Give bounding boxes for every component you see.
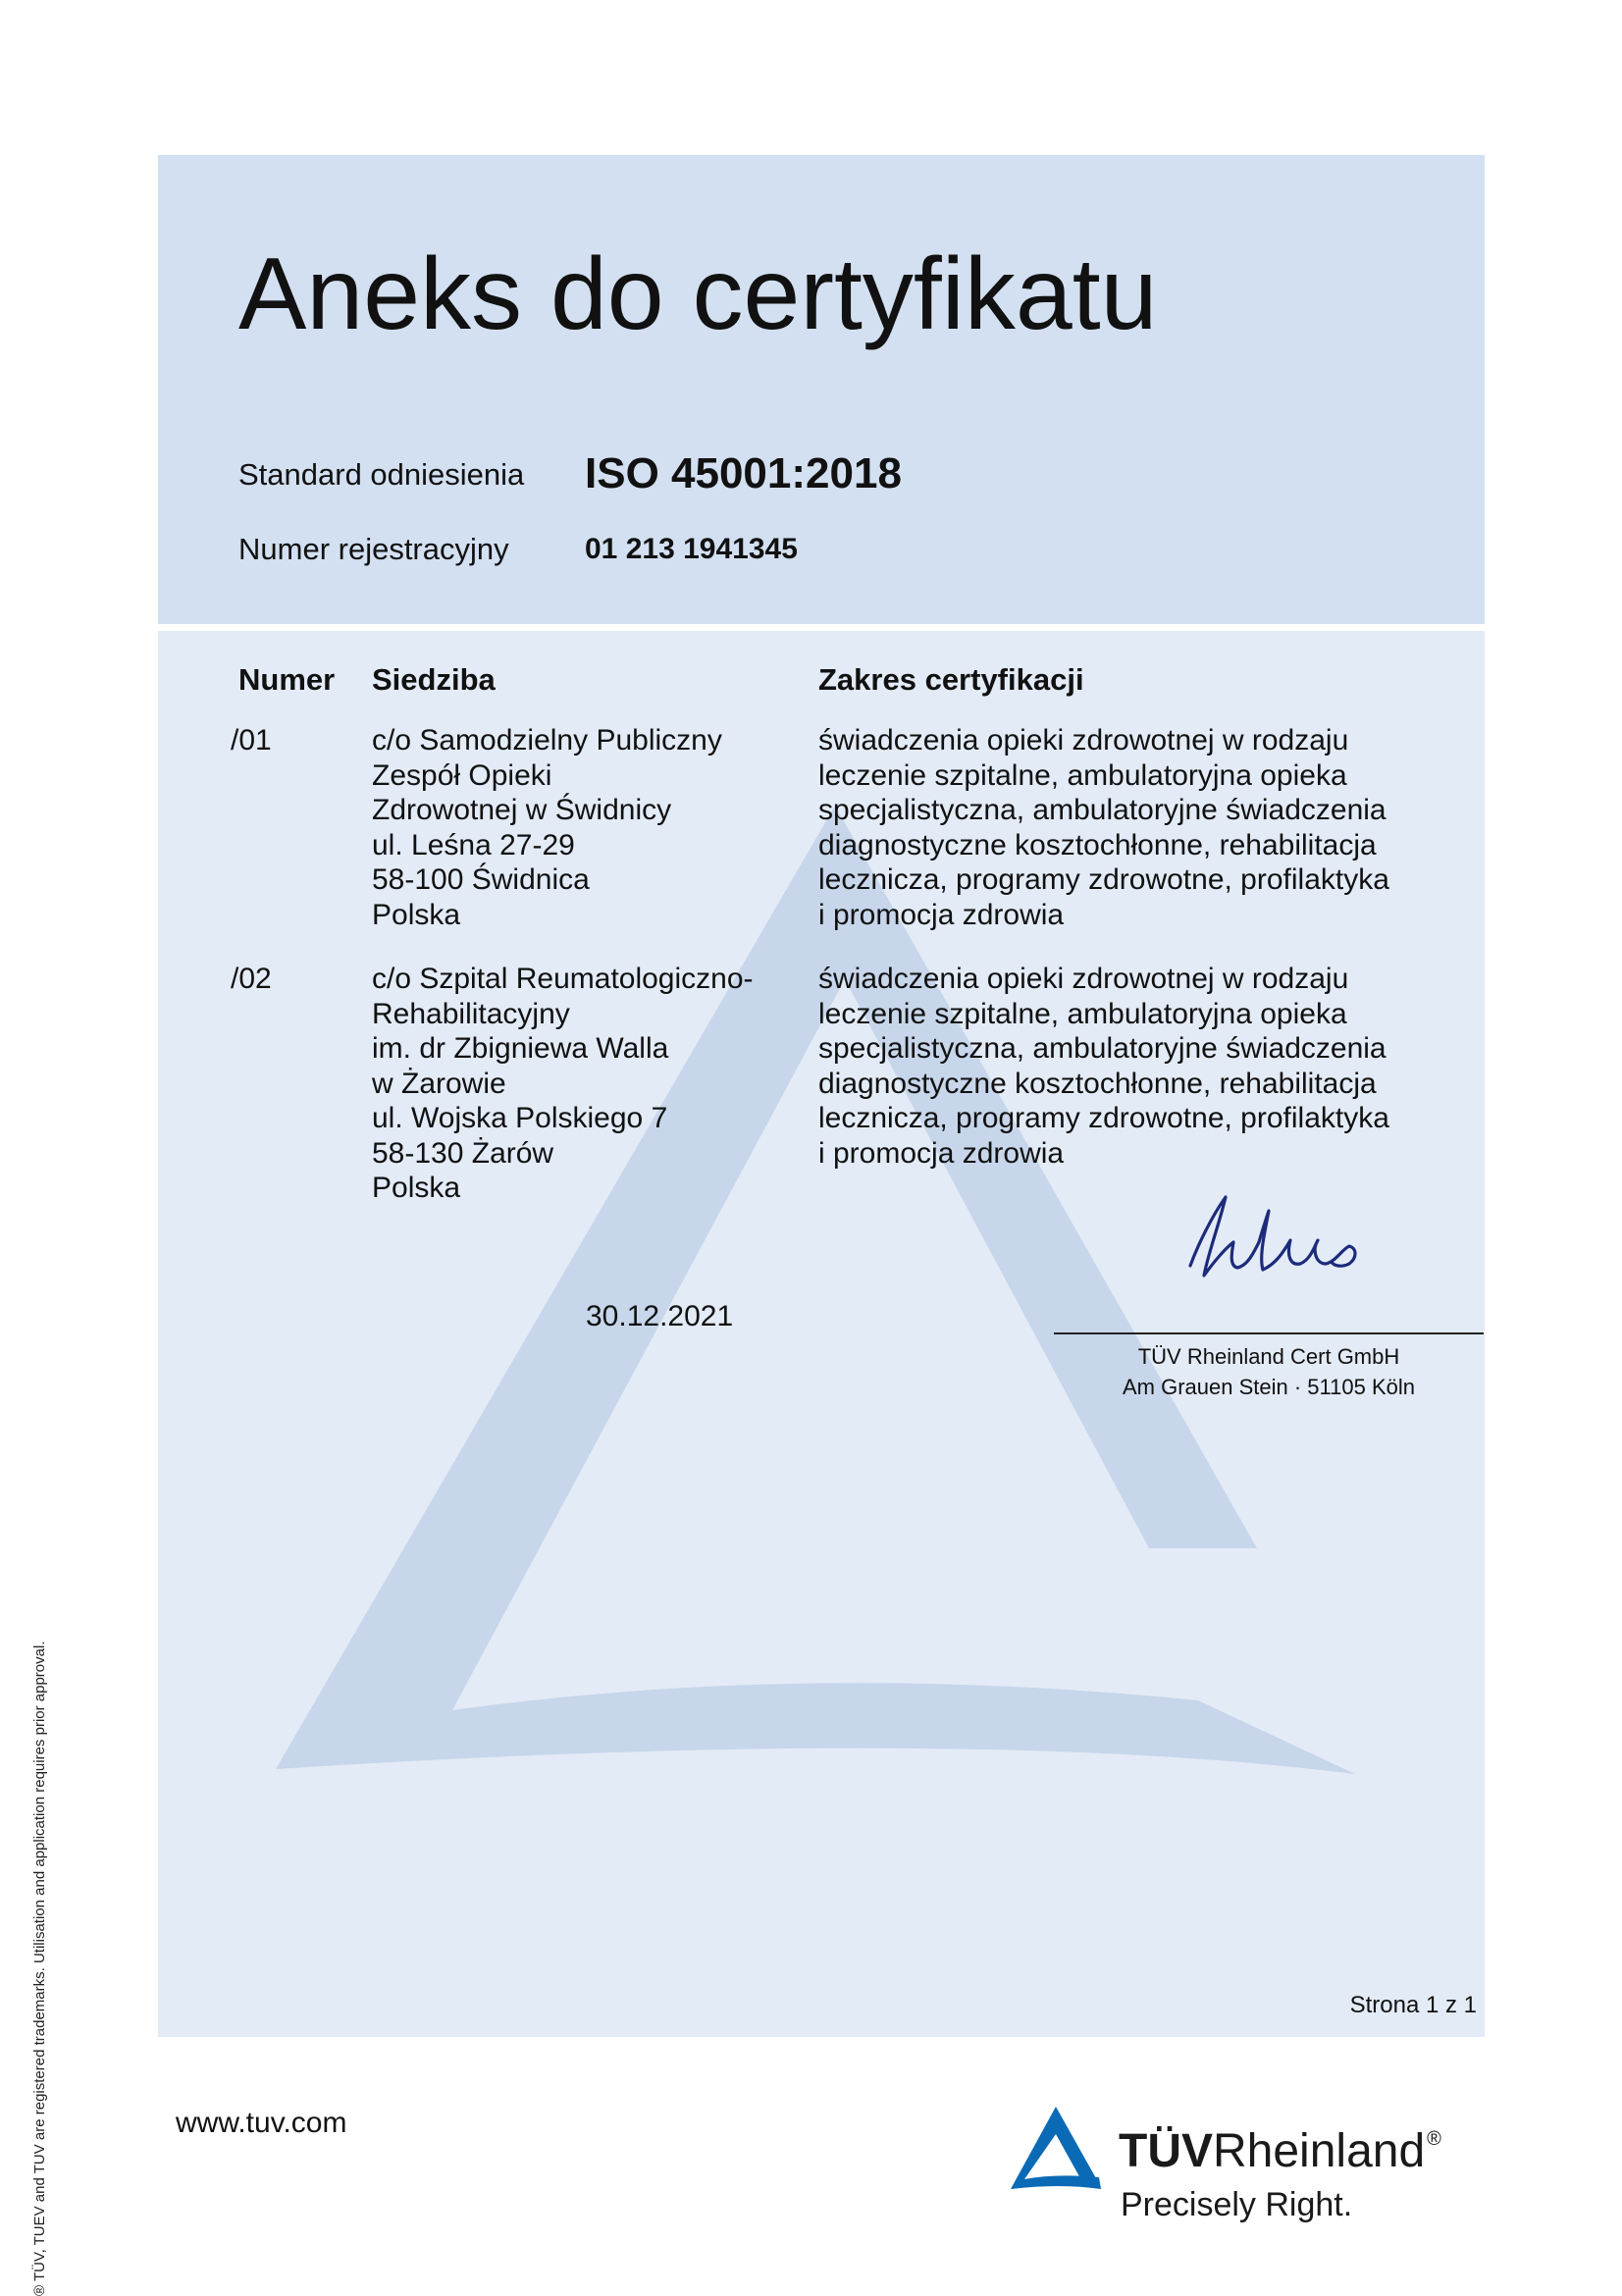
site-number: /01 (231, 724, 272, 757)
scope-line: i promocja zdrowia (818, 1136, 1065, 1170)
registration-value: 01 213 1941345 (585, 533, 798, 565)
address-line: w Żarowie (372, 1067, 506, 1100)
scope-line: specjalistyczna, ambulatoryjne świadczenia (818, 1032, 1387, 1065)
brand-tuv: TÜV (1119, 2125, 1213, 2177)
address-line: 58-130 Żarów (372, 1136, 554, 1170)
signature-line (1054, 1332, 1484, 1334)
certificate-title: Aneks do certyfikatu (238, 237, 1158, 351)
issuer-name: TÜV Rheinland Cert GmbH (1137, 1344, 1400, 1369)
scope-line: świadczenia opieki zdrowotnej w rodzaju (818, 724, 1349, 757)
address-line: im. dr Zbigniewa Walla (372, 1032, 669, 1065)
address-line: 58-100 Świdnica (372, 863, 590, 896)
certificate-header-panel (158, 155, 1485, 624)
certificate-body-panel (158, 631, 1485, 2037)
page-number: Strona 1 z 1 (1349, 1992, 1477, 2018)
brand-rheinland: Rheinland (1213, 2125, 1426, 2177)
brand-name (1119, 2124, 1441, 2178)
scope-line: diagnostyczne kosztochłonne, rehabilitacja (818, 1067, 1377, 1100)
registration-label: Numer rejestracyjny (238, 532, 509, 566)
handwritten-signature (1169, 1185, 1385, 1293)
column-header-site: Siedziba (372, 662, 496, 697)
address-line: ul. Leśna 27-29 (372, 828, 575, 861)
site-scope (818, 962, 1389, 1171)
registered-mark: ® (1427, 2128, 1441, 2150)
column-header-scope: Zakres certyfikacji (818, 662, 1084, 697)
scope-line: specjalistyczna, ambulatoryjne świadczenia (818, 794, 1387, 826)
site-address (372, 962, 754, 1206)
issue-date: 30.12.2021 (586, 1300, 734, 1332)
issuer-address: Am Grauen Stein · 51105 Köln (1123, 1375, 1415, 1399)
standard-value: ISO 45001:2018 (585, 449, 902, 497)
scope-line: leczenie szpitalne, ambulatoryjna opieka (818, 997, 1347, 1030)
scope-line: diagnostyczne kosztochłonne, rehabilitacja (818, 828, 1377, 861)
column-header-number: Numer (238, 662, 336, 697)
brand-tagline: Precisely Right. (1121, 2186, 1353, 2223)
scope-line: i promocja zdrowia (818, 898, 1065, 931)
address-line: Rehabilitacyjny (372, 997, 570, 1030)
trademark-notice: ® TÜV, TUEV and TUV are registered trademarks. Utilisation and application requires prior approval. (31, 1641, 48, 2296)
standard-label: Standard odniesienia (238, 457, 525, 492)
website-link[interactable]: www.tuv.com (176, 2107, 347, 2139)
site-address (372, 723, 722, 932)
scope-line: leczenie szpitalne, ambulatoryjna opieka (818, 758, 1347, 792)
address-line: ul. Wojska Polskiego 7 (372, 1102, 668, 1134)
address-line: Zdrowotnej w Świdnicy (372, 794, 672, 826)
scope-line: świadczenia opieki zdrowotnej w rodzaju (818, 963, 1349, 995)
address-line: Polska (372, 1172, 461, 1204)
scope-line: lecznicza, programy zdrowotne, profilaktyka (818, 863, 1389, 896)
scope-line: lecznicza, programy zdrowotne, profilaktyka (818, 1102, 1389, 1134)
tuv-rheinland-logo (1011, 2105, 1472, 2232)
tuv-triangle-icon (1011, 2105, 1101, 2191)
site-scope (818, 723, 1389, 932)
address-line: Polska (372, 898, 461, 931)
address-line: c/o Samodzielny Publiczny (372, 724, 722, 757)
address-line: c/o Szpital Reumatologiczno- (372, 963, 754, 995)
site-number: /02 (231, 963, 272, 995)
address-line: Zespół Opieki (372, 758, 552, 792)
